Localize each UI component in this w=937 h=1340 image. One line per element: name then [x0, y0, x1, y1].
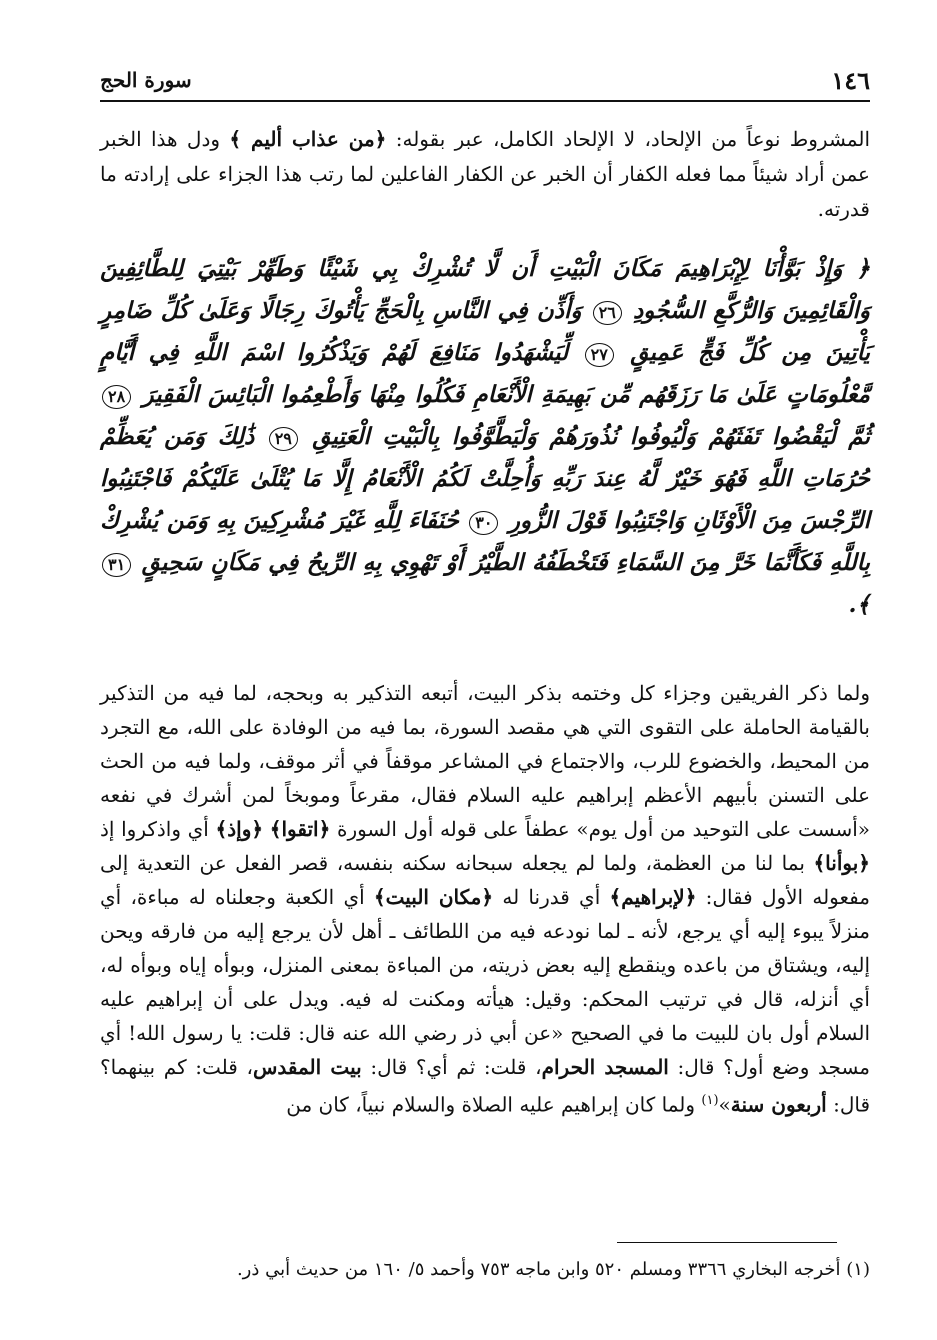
commentary-text: أي واذكروا إذ [100, 817, 216, 841]
page-header [100, 64, 870, 98]
verse-text: حُنَفَاءَ لِلَّهِ غَيْرَ مُشْرِكِينَ بِهِ وَمَن يُشْرِكْ بِاللَّهِ فَكَأَنَّمَا خَرَّ مِنَ السَّمَاءِ فَتَخْطَفُهُ الطَّيْرُ أَوْ تَهْوِي بِهِ الرِّيحُ فِي مَكَانٍ سَحِيقٍ [100, 507, 870, 576]
ayah-marker: ٢٩ [269, 427, 298, 451]
intro-quote: ﴿من عذاب أليم ﴾ [229, 127, 387, 151]
ayah-marker: ٢٧ [585, 343, 614, 367]
verse-text: ثُمَّ لْيَقْضُوا تَفَثَهُمْ وَلْيُوفُوا نُذُورَهُمْ وَلْيَطَّوَّفُوا بِالْبَيْتِ الْعَتِيقِ [312, 423, 870, 450]
ayah-marker: ٢٦ [593, 301, 622, 325]
commentary-text: أي الكعبة وجعلناه له مباءة، أي منزلاً يبوء إليه أي يرجع، لأنه ـ لما نودعه فيه من اللطائف ـ أهل لأن يرجع إليه من فارقه ويحن إليه، ويشتاق من باعده وينقطع إليه بعض ذريته، من المباءة بمعنى المنزل، وبوأه إياه وبوأه له، أي أنزله، قال في ترتيب المحكم: وقيل: هيأته ومكنت له فيه. ويدل على أن إبراهيم عليه السلام أول بان للبيت ما في الصحيح «عن أبي ذر رضي الله عنه قال: قلت: يا رسول الله! أي مسجد وضع أول؟ قال: [100, 885, 871, 1079]
intro-text-1: المشروط نوعاً من الإلحاد، لا الإلحاد الكامل، عبر بقوله: [386, 127, 871, 151]
footnote-marker: (١) [701, 1093, 719, 1108]
bold-bayt-maqdis: بيت المقدس [252, 1055, 362, 1079]
quran-verses [100, 248, 870, 626]
verse-text: لِّيَشْهَدُوا مَنَافِعَ لَهُمْ وَيَذْكُرُوا اسْمَ اللَّهِ فِي أَيَّامٍ مَّعْلُومَاتٍ عَلَىٰ مَا رَزَقَهُم مِّن بَهِيمَةِ الْأَنْعَامِ فَكُلُوا مِنْهَا وَأَطْعِمُوا الْبَائِسَ الْفَقِيرَ [100, 339, 870, 408]
quote-bawwana: ﴿بوأنا﴾ [813, 851, 870, 875]
commentary-text: ولما ذكر الفريقين وجزاء كل وختمه بذكر البيت، أتبعه التذكير به وبحجه، لما فيه من التذكير بالقيامة الحاملة على التقوى التي هي مقصد السورة، بما فيه من الوفادة على الله، مع التجرد من المحيط، والخضوع للرب، والاجتماع في المشاعر موقفاً في أثر موقف، ولما فيه من الحث على التسنن بأبيهم الأعظم إبراهيم عليه السلام فقال، مقرعاً وموبخاً لمن أشرك في نفعه «أسست على التوحيد من أول يوم» عطفاً على قوله أول السورة [100, 681, 871, 841]
ayah-marker: ٣٠ [469, 511, 498, 535]
commentary-text: ، قلت: كم بينهما؟ قال: [100, 1055, 870, 1117]
header-divider [100, 100, 870, 102]
verse-text: وَأَذِّن فِي النَّاسِ بِالْحَجِّ يَأْتُوكَ رِجَالًا وَعَلَىٰ كُلِّ ضَامِرٍ يَأْتِينَ مِن كُلِّ فَجٍّ عَمِيقٍ [100, 297, 870, 366]
ayah-marker: ٢٨ [102, 385, 131, 409]
commentary-text: أي قدرنا له [493, 885, 610, 909]
commentary-text: ولما كان إبراهيم عليه الصلاة والسلام نبياً، كان من [286, 1092, 702, 1117]
commentary-paragraph [100, 676, 870, 1122]
intro-text-2: ودل هذا الخبر عمن أراد شيئاً مما فعله الكفار أن الخبر عن الكفار الفاعلين لما رتب هذا الجزاء على إرادته ما قدرته. [100, 127, 870, 221]
page-number: ١٤٦ [831, 66, 870, 95]
verse-text: ذَٰلِكَ وَمَن يُعَظِّمْ حُرُمَاتِ اللَّهِ فَهُوَ خَيْرٌ لَّهُ عِندَ رَبِّهِ وَأُحِلَّتْ لَكُمُ الْأَنْعَامُ إِلَّا مَا يُتْلَىٰ عَلَيْكُمْ فَاجْتَنِبُوا الرِّجْسَ مِنَ الْأَوْثَانِ وَاجْتَنِبُوا قَوْلَ الزُّورِ [100, 423, 871, 534]
commentary-text [263, 817, 270, 841]
sura-title: سورة الحج [100, 68, 192, 92]
quote-wa-idh: ﴿وإذ﴾ [215, 817, 264, 841]
intro-paragraph [100, 122, 870, 227]
quote-li-ibrahim: ﴿لإبراهيم﴾ [609, 885, 697, 909]
quote-ittaqu: ﴿اتقوا﴾ [269, 817, 331, 841]
footnote: (١) أخرجه البخاري ٣٣٦٦ ومسلم ٥٢٠ وابن ماجه ٧٥٣ وأحمد ٥/ ١٦٠ من حديث أبي ذر. [236, 1259, 870, 1280]
bold-masjid-haram: المسجد الحرام [541, 1055, 669, 1079]
commentary-text: ، قلت: ثم أي؟ قال: [361, 1055, 542, 1079]
quote-makan-al-bayt: ﴿مكان البيت﴾ [373, 885, 494, 909]
verse-text: ﴿ وَإِذْ بَوَّأْنَا لِإِبْرَاهِيمَ مَكَانَ الْبَيْتِ أَن لَّا تُشْرِكْ بِي شَيْئًا وَطَهِّرْ بَيْتِيَ لِلطَّائِفِينَ وَالْقَائِمِينَ وَالرُّكَّعِ السُّجُودِ [100, 255, 870, 324]
commentary-text: » [718, 1092, 731, 1117]
footnote-divider [617, 1242, 837, 1243]
ayah-marker: ٣١ [102, 553, 131, 577]
bold-arbaun-sana: أربعون سنة [730, 1092, 827, 1117]
verse-close: ﴾. [848, 591, 870, 618]
commentary-text: بما لنا من العظمة، ولما لم يجعله سبحانه سكنه بنفسه، قصر الفعل عن التعدية إلى مفعوله الأول فقال: [100, 851, 870, 909]
